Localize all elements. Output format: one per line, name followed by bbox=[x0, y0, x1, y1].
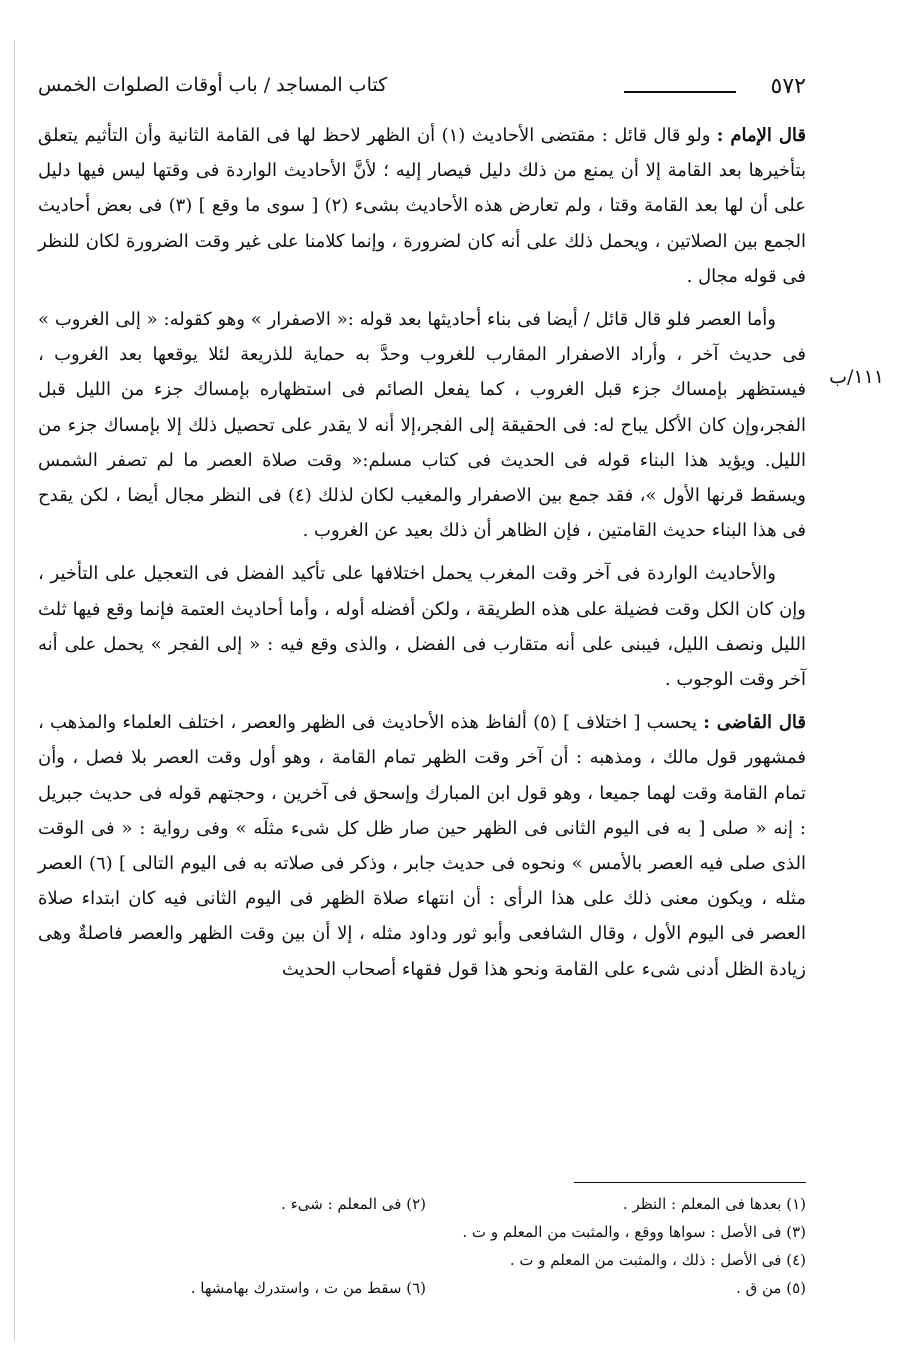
footnote: (١) بعدها فى المعلم : النظر . bbox=[622, 1195, 806, 1213]
paragraph bbox=[38, 118, 806, 294]
paragraph-text: يحسب [ اختلاف ] (٥) ألفاظ هذه الأحاديث فى الظهر والعصر ، اختلف العلماء والمذهب ، فمشهور قول مالك ، ومذهبه : أن آخر وقت الظهر تمام القامة ، وهو أول وقت العصر بلا فصل ، وأن تمام القامة وقت لهما جميعا ، وهو قول ابن المبارك وإسحق فى آخرين ، وحجتهم قوله فى حديث جبريل : إنه « صلى [ به فى اليوم الثانى فى الظهر حين صار ظل كل شىء مثلَه » وفى رواية : « فى الوقت الذى صلى فيه العصر بالأمس » ونحوه فى حديث جابر ، وذكر فى صلاته به فى اليوم التالى ] (٦) العصر مثله ، ويكون معنى ذلك على هذا الرأى : أن انتهاء صلاة الظهر فى اليوم الثانى فيه كان ابتداء صلاة العصر فى اليوم الأول ، وقال الشافعى وأبو ثور وداود مثله ، إلا أن بين وقت الظهر والعصر فاصلةٌ وهى زيادة الظل أدنى شىء على القامة ونحو هذا قول فقهاء أصحاب الحديث bbox=[38, 712, 807, 980]
footnote: (٦) سقط من ت ، واستدرك بهامشها . bbox=[190, 1279, 426, 1297]
footnote: (٣) فى الأصل : سواها ووقع ، والمثبت من المعلم و ت . bbox=[462, 1223, 806, 1241]
footnotes bbox=[38, 1190, 806, 1302]
paragraph bbox=[38, 556, 806, 697]
page-number: ٥٧٢ bbox=[770, 74, 806, 99]
footnote-row bbox=[38, 1274, 806, 1302]
footnote: (٤) فى الأصل : ذلك ، والمثبت من المعلم و ت . bbox=[509, 1251, 806, 1269]
paragraph-text: والأحاديث الواردة فى آخر وقت المغرب يحمل اختلافها على تأكيد الفضل فى التعجيل على التأخير ، وإن كان الكل وقت فضيلة على هذه الطريقة ، ولكن أفضله أوله ، وأما أحاديث العتمة فإنما وقع فيها ثلث الليل ونصف الليل، فيبنى على أنه متقارب فى الفضل ، والذى وقع فيه : « إلى الفجر » يحمل على أنه آخر وقت الوجوب . bbox=[38, 563, 806, 691]
speaker-label: قال القاضى : bbox=[703, 712, 806, 734]
header-rule bbox=[624, 91, 736, 93]
page-edge-line bbox=[14, 40, 15, 1340]
paragraph bbox=[38, 302, 806, 548]
page-header bbox=[38, 74, 806, 108]
paragraph-text: ولو قال قائل : مقتضى الأحاديث (١) أن الظهر لاحظ لها فى القامة الثانية وأن التأثيم يتعلق بتأخيرها بعد القامة إلا أن يمنع من ذلك دليل فيصار إليه ؛ لأنَّ الأحاديث الواردة فى وقتها ليس فيها دليل على أن لها بعد القامة وقتا ، ولم تعارض هذه الأحاديث بشىء (٢) [ سوى ما وقع ] (٣) فى بعض أحاديث الجمع بين الصلاتين ، ويحمل ذلك على أنه كان لضرورة ، وإنما كلامنا على غير وقت الضرورة لكان للنظر فى قوله مجال . bbox=[38, 125, 806, 287]
running-title: كتاب المساجد / باب أوقات الصلوات الخمس bbox=[38, 74, 388, 96]
main-text bbox=[38, 118, 806, 995]
footnote-row bbox=[38, 1246, 806, 1274]
footnote-row bbox=[38, 1218, 806, 1246]
paragraph-text: وأما العصر فلو قال قائل / أيضا فى بناء أحاديثها بعد قوله :« الاصفرار » وهو كقوله: « إلى الغروب » فى حديث آخر ، وأراد الاصفرار المقارب للغروب وحدَّ به حماية للذريعة لئلا يوقعها بعد الغروب ، فيستظهر بإمساك جزء قبل الغروب ، كما يفعل الصائم فى استظهاره بإمساك جزء من الليل قبل الفجر،وإن كان الأكل يباح له: فى الحقيقة إلى الفجر،إلا أنه لا يقدر على تحصيل ذلك إلا بإمساك جزء من الليل. ويؤيد هذا البناء قوله فى الحديث فى كتاب مسلم:« وقت صلاة العصر ما لم تصفر الشمس ويسقط قرنها الأول »، فقد جمع بين الاصفرار والمغيب لكان لذلك (٤) فى النظر مجال أيضا ، لكن يقدح فى هذا البناء حديث القامتين ، فإن الظاهر أن ذلك بعيد عن الغروب . bbox=[38, 309, 806, 542]
footnote-rule bbox=[574, 1182, 806, 1183]
speaker-label: قال الإمام : bbox=[716, 125, 806, 146]
footnote-row bbox=[38, 1190, 806, 1218]
margin-folio-note: ١١١/ب bbox=[829, 366, 884, 388]
footnote: (٥) من ق . bbox=[736, 1279, 806, 1297]
footnote: (٢) فى المعلم : شىء . bbox=[281, 1195, 426, 1213]
paragraph bbox=[38, 705, 806, 987]
